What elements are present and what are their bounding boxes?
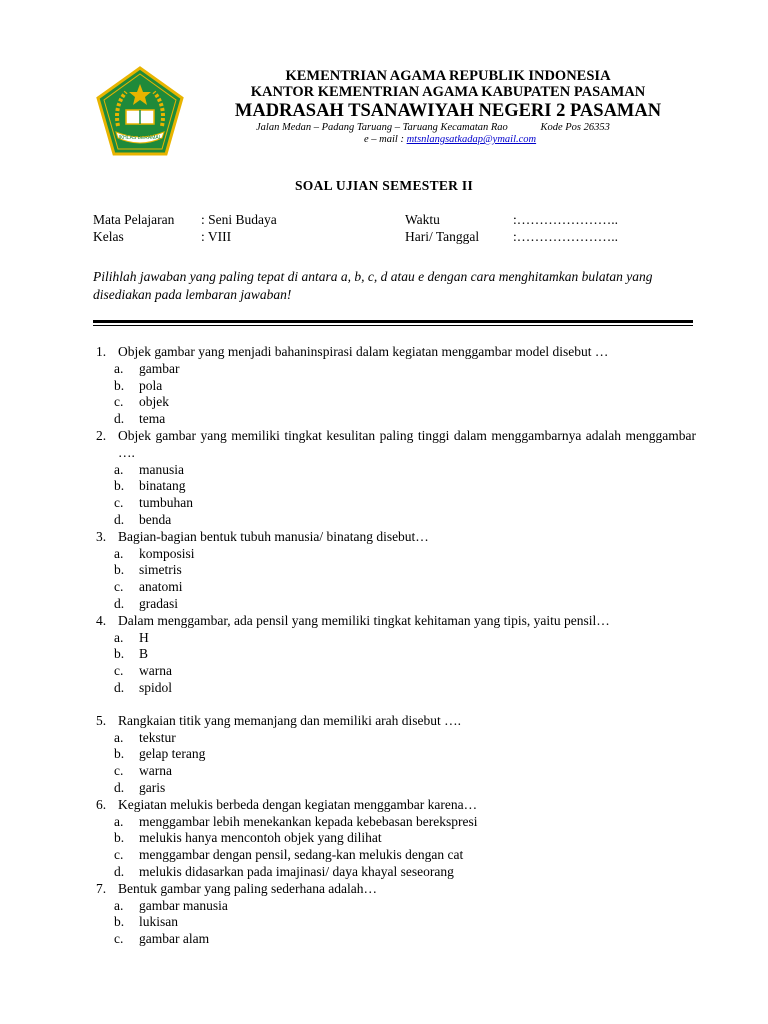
class-value: : VIII	[201, 229, 232, 244]
option-text: garis	[139, 779, 166, 795]
question-line	[96, 881, 696, 898]
option-letter: a.	[114, 461, 124, 477]
option-text: lukisan	[139, 914, 178, 930]
option-text: warna	[139, 763, 172, 779]
question-line	[96, 713, 696, 730]
answer-option	[96, 462, 696, 479]
option-text: warna	[139, 663, 172, 679]
option-letter: c.	[114, 663, 124, 679]
option-text: tumbuhan	[139, 495, 193, 511]
option-text: binatang	[139, 478, 186, 494]
letterhead	[200, 68, 720, 146]
option-text: melukis didasarkan pada imajinasi/ daya khayal seseorang	[139, 863, 454, 879]
answer-option	[96, 478, 696, 495]
question-text: Bagian-bagian bentuk tubuh manusia/ binatang disebut…	[118, 528, 429, 544]
address-line	[200, 122, 720, 134]
option-letter: a.	[114, 813, 124, 829]
option-letter: b.	[114, 478, 125, 494]
answer-option	[96, 495, 696, 512]
school-name: MADRASAH TSANAWIYAH NEGERI 2 PASAMAN	[234, 101, 662, 121]
answer-option	[96, 914, 696, 931]
answer-option	[96, 763, 696, 780]
answer-option	[96, 931, 696, 948]
option-letter: a.	[114, 629, 124, 645]
option-letter: b.	[114, 646, 125, 662]
option-text: tekstur	[139, 729, 176, 745]
option-text: gradasi	[139, 595, 178, 611]
question-item	[96, 428, 696, 529]
postal-code: Kode Pos 26353	[540, 122, 610, 133]
question-text: Objek gambar yang menjadi bahaninspirasi dalam kegiatan menggambar model disebut …	[118, 344, 609, 359]
question-item	[96, 713, 696, 797]
exam-title: SOAL UJIAN SEMESTER II	[294, 178, 474, 193]
answer-option	[96, 780, 696, 797]
answer-option	[96, 361, 696, 378]
option-text: komposisi	[139, 545, 195, 561]
email-link[interactable]: mtsnlangsatkadap@ymail.com	[406, 134, 537, 145]
answer-option	[96, 579, 696, 596]
option-text: spidol	[139, 679, 173, 695]
time-value: :…………………..	[513, 212, 619, 227]
question-text: Rangkaian titik yang memanjang dan memiliki arah disebut ….	[118, 712, 462, 728]
header-line-2: KANTOR KEMENTRIAN AGAMA KABUPATEN PASAMAN	[250, 84, 646, 100]
option-letter: a.	[114, 729, 124, 745]
question-item	[96, 613, 696, 697]
kemenag-logo	[96, 66, 184, 158]
option-text: gambar manusia	[139, 897, 228, 913]
option-letter: d.	[114, 411, 125, 427]
info-row-1	[93, 211, 693, 228]
option-text: simetris	[139, 562, 182, 578]
answer-option	[96, 746, 696, 763]
answer-option	[96, 847, 696, 864]
info-row-2	[93, 228, 693, 245]
time-label: Waktu	[405, 212, 440, 227]
option-text: anatomi	[139, 579, 183, 595]
option-letter: c.	[114, 579, 124, 595]
logo-motto: IKHLAS BERAMAL	[118, 135, 162, 141]
option-text: B	[139, 646, 149, 662]
option-letter: d.	[114, 863, 125, 879]
question-list	[96, 344, 696, 948]
question-line	[96, 613, 696, 630]
subject-value: : Seni Budaya	[201, 212, 277, 227]
date-label: Hari/ Tanggal	[405, 229, 480, 244]
option-text: gambar alam	[139, 931, 210, 947]
answer-option	[96, 546, 696, 563]
question-item	[96, 881, 696, 948]
question-number: 2.	[96, 427, 107, 443]
answer-option	[96, 646, 696, 663]
answer-option	[96, 596, 696, 613]
answer-option	[96, 864, 696, 881]
instruction: Pilihlah jawaban yang paling tepat di antara a, b, c, d atau e dengan cara menghitamkan bulatan yang disediakan pada lembaran jawaban!	[93, 269, 653, 302]
option-letter: c.	[114, 394, 124, 410]
answer-option	[96, 378, 696, 395]
option-text: H	[139, 629, 149, 645]
option-letter: b.	[114, 377, 125, 393]
address: Jalan Medan – Padang Taruang – Taruang Kecamatan Rao	[256, 122, 508, 133]
answer-option	[96, 562, 696, 579]
email-line	[200, 134, 720, 146]
question-line	[96, 344, 696, 361]
question-text: Dalam menggambar, ada pensil yang memiliki tingkat kehitaman yang tipis, yaitu pensil…	[118, 612, 610, 628]
option-text: pola	[139, 377, 163, 393]
answer-option	[96, 730, 696, 747]
question-spacer	[96, 697, 696, 713]
option-text: benda	[139, 511, 172, 527]
option-letter: a.	[114, 545, 124, 561]
question-item	[96, 529, 696, 613]
option-text: menggambar lebih menekankan kepada kebebasan berekspresi	[139, 813, 478, 829]
question-number: 1.	[96, 344, 107, 359]
answer-option	[96, 830, 696, 847]
answer-option	[96, 394, 696, 411]
option-letter: b.	[114, 830, 125, 846]
option-letter: c.	[114, 495, 124, 511]
option-letter: c.	[114, 931, 124, 947]
question-item	[96, 797, 696, 881]
answer-option	[96, 630, 696, 647]
option-text: manusia	[139, 461, 184, 477]
option-text: tema	[139, 411, 166, 427]
answer-option	[96, 898, 696, 915]
divider-thick	[93, 320, 693, 323]
question-text: Objek gambar yang memiliki tingkat kesulitan paling tinggi dalam menggambarnya adalah menggambar ….	[118, 427, 696, 460]
option-letter: c.	[114, 847, 124, 863]
question-number: 3.	[96, 528, 107, 544]
question-line	[96, 797, 696, 814]
option-text: gelap terang	[139, 746, 206, 762]
answer-option	[96, 680, 696, 697]
answer-option	[96, 814, 696, 831]
option-text: objek	[139, 394, 169, 410]
option-letter: d.	[114, 779, 125, 795]
question-number: 4.	[96, 612, 107, 628]
date-value: :…………………..	[513, 229, 619, 244]
exam-info	[93, 211, 693, 245]
answer-option	[96, 512, 696, 529]
option-letter: a.	[114, 897, 124, 913]
divider-thin	[93, 325, 693, 326]
question-number: 7.	[96, 880, 107, 896]
question-line	[96, 529, 696, 546]
email-label: e – mail :	[364, 134, 407, 145]
option-letter: c.	[114, 763, 124, 779]
option-text: menggambar dengan pensil, sedang-kan melukis dengan cat	[139, 847, 464, 863]
question-text: Kegiatan melukis berbeda dengan kegiatan menggambar karena…	[118, 796, 478, 812]
class-label: Kelas	[93, 229, 124, 244]
header-line-1: KEMENTRIAN AGAMA REPUBLIK INDONESIA	[285, 68, 611, 84]
option-letter: b.	[114, 562, 125, 578]
question-number: 6.	[96, 796, 107, 812]
subject-label: Mata Pelajaran	[93, 212, 175, 227]
option-text: gambar	[139, 360, 180, 376]
option-letter: d.	[114, 679, 125, 695]
option-letter: d.	[114, 595, 125, 611]
option-text: melukis hanya mencontoh objek yang dilihat	[139, 830, 382, 846]
option-letter: b.	[114, 746, 125, 762]
answer-option	[96, 411, 696, 428]
question-text: Bentuk gambar yang paling sederhana adalah…	[118, 880, 378, 896]
option-letter: d.	[114, 511, 125, 527]
question-line	[96, 428, 696, 462]
question-number: 5.	[96, 712, 107, 728]
question-item	[96, 344, 696, 428]
option-letter: b.	[114, 914, 125, 930]
option-letter: a.	[114, 360, 124, 376]
answer-option	[96, 663, 696, 680]
